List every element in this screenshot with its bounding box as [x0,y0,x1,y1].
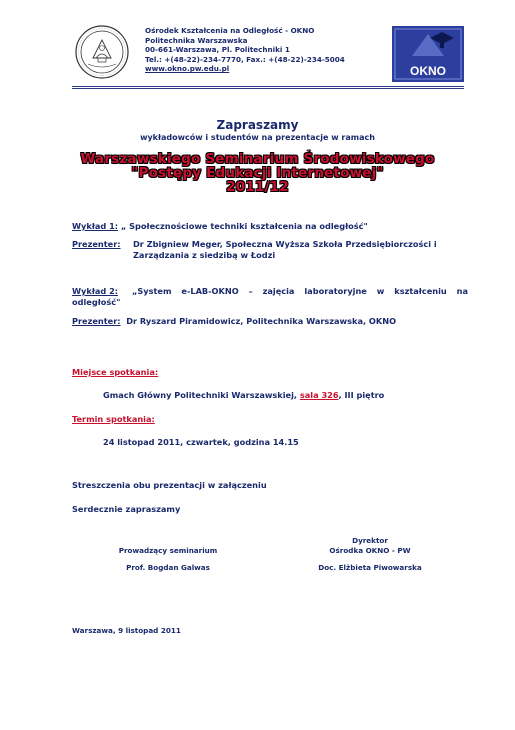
lecture1-line [72,221,472,232]
phone-fax: Tel.: +(48-22)-234-7770, Fax.: +(48-22)-234-5004 [145,54,345,64]
place-label: Miejsce spotkania: [72,367,159,377]
lecture1-presenter-label: Prezenter: [72,239,121,249]
address: 00-661-Warszawa, Pl. Politechniki 1 [145,45,290,54]
header-divider [72,86,464,87]
lecture1-presenter [133,239,473,261]
lecture2-topic-line2: odległość" [72,297,121,307]
lecture2-topic-line1: „System e-LAB-OKNO – zajęcia laboratoryjne w kształceniu na [132,286,468,296]
website-link[interactable]: www.okno.pw.edu.pl [145,64,230,73]
seminar-title-line2: "Postępy Edukacji Internetowej" [131,165,384,181]
header-divider-2 [72,88,464,89]
room-link[interactable]: sala 326 [299,390,339,400]
lecture2-label: Wykład 2: [72,286,119,296]
invitation-subtitle: wykładowców i studentów na prezentacje w ramach [140,133,375,142]
seminar-title-line3: 2011/12 [226,179,289,195]
lecture2-presenter: Dr Ryszard Piramidowicz, Politechnika Warszawska, OKNO [126,316,397,326]
right-signature-name: Doc. Elżbieta Piwowarska [318,563,422,572]
abstracts-note: Streszczenia obu prezentacji w załączeniu [72,480,267,490]
time-label: Termin spotkania: [72,414,155,424]
org-name: Ośrodek Kształcenia na Odległość - OKNO [145,26,315,35]
greeting: Serdecznie zapraszamy [72,504,181,514]
time-text: 24 listopad 2011, czwartek, godzina 14.15 [103,437,299,447]
okno-logo-text: OKNO [410,64,446,78]
university-seal-logo [74,24,130,80]
okno-logo [392,26,464,82]
right-signature-role1: Dyrektor [352,536,388,545]
lecture1-presenter-line2: Zarządzania z siedzibą w Łodzi [133,250,276,260]
lecture1-topic: „ Społecznościowe techniki kształcenia na odległość" [118,221,368,231]
right-signature-role2: Ośrodka OKNO - PW [329,546,411,555]
lecture2-topic [132,286,468,297]
lecture1-label: Wykład 1: [72,221,119,231]
footer-place-date: Warszawa, 9 listopad 2011 [72,626,181,635]
university-name: Politechnika Warszawska [145,35,248,45]
lecture2-presenter-line [72,316,472,327]
left-signature-name: Prof. Bogdan Galwas [126,563,210,572]
place-text [103,390,463,401]
seminar-title-line1: Warszawskiego Seminarium Środowiskowego [80,151,435,167]
lecture1-presenter-line1: Dr Zbigniew Meger, Społeczna Wyższa Szkoła Przedsiębiorczości i [133,239,437,249]
header-block [145,26,345,74]
invitation-title: Zapraszamy [216,118,299,132]
place-text-before: Gmach Główny Politechniki Warszawskiej, [103,390,300,400]
place-text-after: , III piętro [338,390,385,400]
left-signature-role: Prowadzący seminarium [118,546,218,555]
lecture2-presenter-label: Prezenter: [72,316,121,326]
